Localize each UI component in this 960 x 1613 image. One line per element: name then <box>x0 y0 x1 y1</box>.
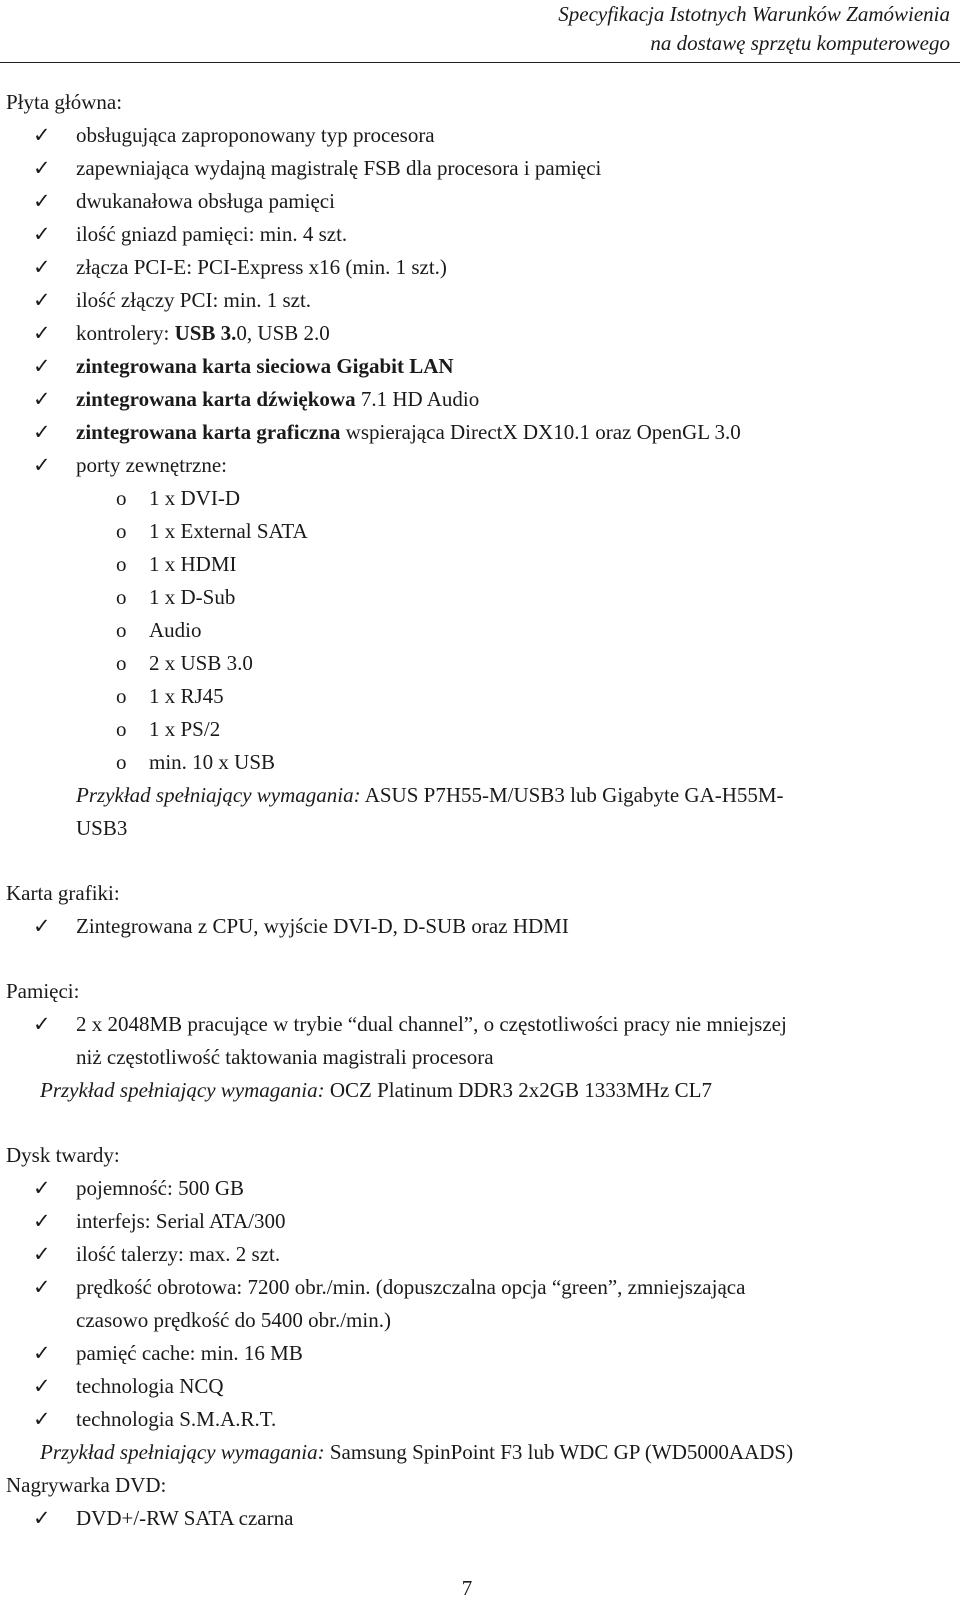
bullet-circle-icon: o <box>116 552 127 576</box>
checkmark-icon: ✓ <box>33 1242 51 1266</box>
controllers-bold: USB 3. <box>174 321 237 345</box>
checkmark-icon: ✓ <box>33 387 51 411</box>
port-item <box>6 515 950 548</box>
section-heading: Płyta główna: <box>6 90 123 114</box>
list-item-text: pamięć cache: min. 16 MB <box>76 1341 303 1365</box>
port-text: 1 x DVI-D <box>149 486 240 510</box>
checkmark-icon: ✓ <box>33 288 51 312</box>
port-item <box>6 713 950 746</box>
bullet-circle-icon: o <box>116 486 127 510</box>
list-item-text: złącza PCI-E: PCI-Express x16 (min. 1 szt.) <box>76 255 447 279</box>
bullet-circle-icon: o <box>116 717 127 741</box>
page-number: 7 <box>461 1576 473 1600</box>
port-item <box>6 548 950 581</box>
list-item-text: technologia S.M.A.R.T. <box>76 1407 277 1431</box>
checkmark-icon: ✓ <box>33 321 51 345</box>
checkmark-icon: ✓ <box>33 189 51 213</box>
controllers-prefix: kontrolery: <box>76 321 175 345</box>
bullet-circle-icon: o <box>116 618 127 642</box>
list-item <box>6 1337 950 1370</box>
list-item-text: obsługująca zaproponowany typ procesora <box>76 123 435 147</box>
bullet-circle-icon: o <box>116 519 127 543</box>
list-item-text: dwukanałowa obsługa pamięci <box>76 189 335 213</box>
section-hard-disk <box>6 1139 950 1469</box>
port-text: 1 x D-Sub <box>149 585 236 609</box>
document-header <box>558 0 950 58</box>
list-item-text: 2 x 2048MB pracujące w trybie “dual channel”, o częstotliwości pracy nie mniejszej <box>76 1012 787 1036</box>
list-item-text: ilość gniazd pamięci: min. 4 szt. <box>76 222 348 246</box>
list-item <box>6 910 950 943</box>
list-item <box>6 185 950 218</box>
bullet-circle-icon: o <box>116 585 127 609</box>
example-label: Przykład spełniający wymagania: <box>76 783 361 807</box>
checkmark-icon: ✓ <box>33 123 51 147</box>
ports-label: porty zewnętrzne: <box>76 453 228 477</box>
checkmark-icon: ✓ <box>33 914 51 938</box>
list-item-controllers <box>6 317 950 350</box>
section-heading: Dysk twardy: <box>6 1143 120 1167</box>
list-item <box>6 1370 950 1403</box>
example-memory <box>6 1074 950 1107</box>
checkmark-icon: ✓ <box>33 1176 51 1200</box>
list-item-audio <box>6 383 950 416</box>
list-item <box>6 1271 950 1337</box>
checkmark-icon: ✓ <box>33 1506 51 1530</box>
list-item <box>6 1008 950 1074</box>
example-label: Przykład spełniający wymagania: <box>40 1078 325 1102</box>
graphics-rest: wspierająca DirectX DX10.1 oraz OpenGL 3.0 <box>340 420 741 444</box>
example-motherboard <box>6 779 950 845</box>
graphics-bold: zintegrowana karta graficzna <box>76 420 341 444</box>
port-text: 1 x PS/2 <box>149 717 221 741</box>
bullet-circle-icon: o <box>116 651 127 675</box>
checkmark-icon: ✓ <box>33 222 51 246</box>
list-item-lan <box>6 350 950 383</box>
section-heading: Karta grafiki: <box>6 881 120 905</box>
header-line-1: Specyfikacja Istotnych Warunków Zamówienia <box>558 2 950 26</box>
checkmark-icon: ✓ <box>33 420 51 444</box>
checkmark-icon: ✓ <box>33 156 51 180</box>
lan-text: zintegrowana karta sieciowa Gigabit LAN <box>76 354 454 378</box>
list-item <box>6 1238 950 1271</box>
header-line-2: na dostawę sprzętu komputerowego <box>650 31 950 55</box>
checkmark-icon: ✓ <box>33 1275 51 1299</box>
checkmark-icon: ✓ <box>33 1012 51 1036</box>
port-text: 2 x USB 3.0 <box>149 651 253 675</box>
example-hard-disk <box>6 1436 950 1469</box>
checkmark-icon: ✓ <box>33 255 51 279</box>
section-heading: Pamięci: <box>6 979 80 1003</box>
audio-bold: zintegrowana karta dźwiękowa <box>76 387 361 411</box>
section-memory <box>6 975 950 1107</box>
list-item <box>6 1403 950 1436</box>
port-item <box>6 680 950 713</box>
checkmark-icon: ✓ <box>33 1341 51 1365</box>
example-value: Samsung SpinPoint F3 lub WDC GP (WD5000AADS) <box>324 1440 794 1464</box>
port-item <box>6 614 950 647</box>
list-item-text-continued: czasowo prędkość do 5400 obr./min.) <box>76 1308 391 1332</box>
port-item <box>6 482 950 515</box>
list-item-text: DVD+/-RW SATA czarna <box>76 1506 294 1530</box>
port-item <box>6 647 950 680</box>
checkmark-icon: ✓ <box>33 1374 51 1398</box>
section-graphics-card <box>6 877 950 943</box>
port-text: 1 x RJ45 <box>149 684 224 708</box>
bullet-circle-icon: o <box>116 684 127 708</box>
example-value: OCZ Platinum DDR3 2x2GB 1333MHz CL7 <box>324 1078 712 1102</box>
document-body <box>6 86 950 1535</box>
list-item-text: ilość złączy PCI: min. 1 szt. <box>76 288 312 312</box>
list-item-graphics <box>6 416 950 449</box>
checkmark-icon: ✓ <box>33 1407 51 1431</box>
list-item-text-continued: niż częstotliwość taktowania magistrali procesora <box>76 1045 494 1069</box>
list-item <box>6 218 950 251</box>
list-item <box>6 1172 950 1205</box>
section-motherboard <box>6 86 950 845</box>
list-item-text: Zintegrowana z CPU, wyjście DVI-D, D-SUB oraz HDMI <box>76 914 569 938</box>
list-item-text: technologia NCQ <box>76 1374 224 1398</box>
list-item-ports <box>6 449 950 482</box>
list-item <box>6 251 950 284</box>
controllers-rest: 0, USB 2.0 <box>236 321 330 345</box>
section-heading: Nagrywarka DVD: <box>6 1473 167 1497</box>
section-dvd <box>6 1469 950 1535</box>
list-item-text: pojemność: 500 GB <box>76 1176 244 1200</box>
checkmark-icon: ✓ <box>33 354 51 378</box>
list-item <box>6 1502 950 1535</box>
example-value-continued: USB3 <box>76 816 128 840</box>
port-text: 1 x External SATA <box>149 519 308 543</box>
audio-rest: 7.1 HD Audio <box>360 387 480 411</box>
port-text: Audio <box>149 618 202 642</box>
list-item <box>6 1205 950 1238</box>
port-item <box>6 746 950 779</box>
checkmark-icon: ✓ <box>33 453 51 477</box>
port-item <box>6 581 950 614</box>
bullet-circle-icon: o <box>116 750 127 774</box>
checkmark-icon: ✓ <box>33 1209 51 1233</box>
list-item-text: ilość talerzy: max. 2 szt. <box>76 1242 281 1266</box>
list-item <box>6 152 950 185</box>
list-item-text: zapewniająca wydajną magistralę FSB dla procesora i pamięci <box>76 156 602 180</box>
example-value: ASUS P7H55-M/USB3 lub Gigabyte GA-H55M- <box>360 783 784 807</box>
list-item <box>6 119 950 152</box>
example-label: Przykład spełniający wymagania: <box>40 1440 325 1464</box>
list-item <box>6 284 950 317</box>
list-item-text: prędkość obrotowa: 7200 obr./min. (dopuszczalna opcja “green”, zmniejszająca <box>76 1275 746 1299</box>
port-text: min. 10 x USB <box>149 750 276 774</box>
port-text: 1 x HDMI <box>149 552 237 576</box>
header-rule <box>0 62 960 63</box>
list-item-text: interfejs: Serial ATA/300 <box>76 1209 286 1233</box>
